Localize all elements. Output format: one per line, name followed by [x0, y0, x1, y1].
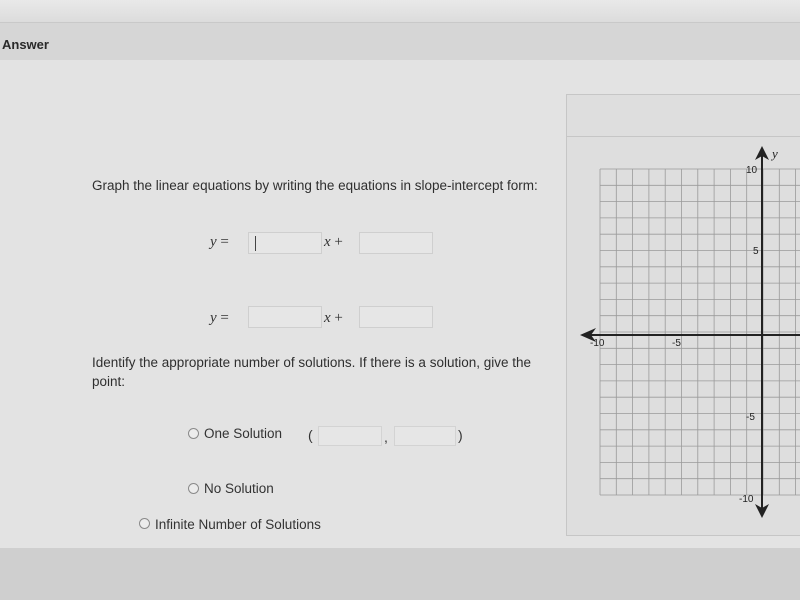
solution-y-input[interactable] — [394, 426, 456, 446]
open-paren: ( — [308, 427, 313, 443]
eq1-intercept-input[interactable] — [359, 232, 433, 254]
solution-x-input[interactable] — [318, 426, 382, 446]
no-solution-label: No Solution — [204, 481, 274, 496]
bottom-band — [0, 548, 800, 600]
graph-grid — [600, 169, 800, 495]
no-solution-radio[interactable] — [188, 483, 199, 494]
comma: , — [384, 429, 388, 445]
infinite-solutions-radio[interactable] — [139, 518, 150, 529]
close-paren: ) — [458, 427, 463, 443]
graph-panel-divider — [566, 136, 800, 137]
top-band — [0, 0, 800, 23]
tick-label-y-neg-10: -10 — [739, 494, 754, 505]
eq1-y-label: y = — [210, 234, 229, 250]
eq2-slope-input[interactable] — [248, 306, 322, 328]
infinite-solutions-label: Infinite Number of Solutions — [155, 517, 321, 532]
eq2-y-label: y = — [210, 310, 229, 326]
eq1-slope-input[interactable] — [248, 232, 322, 254]
eq2-intercept-input[interactable] — [359, 306, 433, 328]
x-axis — [580, 328, 800, 342]
coordinate-graph[interactable] — [566, 140, 800, 530]
instructions-text: Graph the linear equations by writing the equations in slope-intercept form: — [92, 178, 538, 193]
tick-label-y-neg-5: -5 — [746, 412, 755, 423]
y-axis-label: y — [772, 146, 778, 161]
answer-label: Answer — [2, 37, 49, 52]
identify-text: Identify the appropriate number of solutions. If there is a solution, give the point: — [92, 355, 532, 389]
eq2-x-label: x + — [324, 310, 343, 326]
text-cursor — [255, 236, 256, 251]
eq1-x-label: x + — [324, 234, 343, 250]
tick-label-y-10: 10 — [746, 165, 758, 176]
tick-label-y-5: 5 — [753, 246, 759, 257]
one-solution-label: One Solution — [204, 426, 283, 441]
tick-label-x-neg-10: -10 — [590, 338, 605, 349]
tick-label-x-neg-5: -5 — [672, 338, 681, 349]
one-solution-radio[interactable] — [188, 428, 199, 439]
